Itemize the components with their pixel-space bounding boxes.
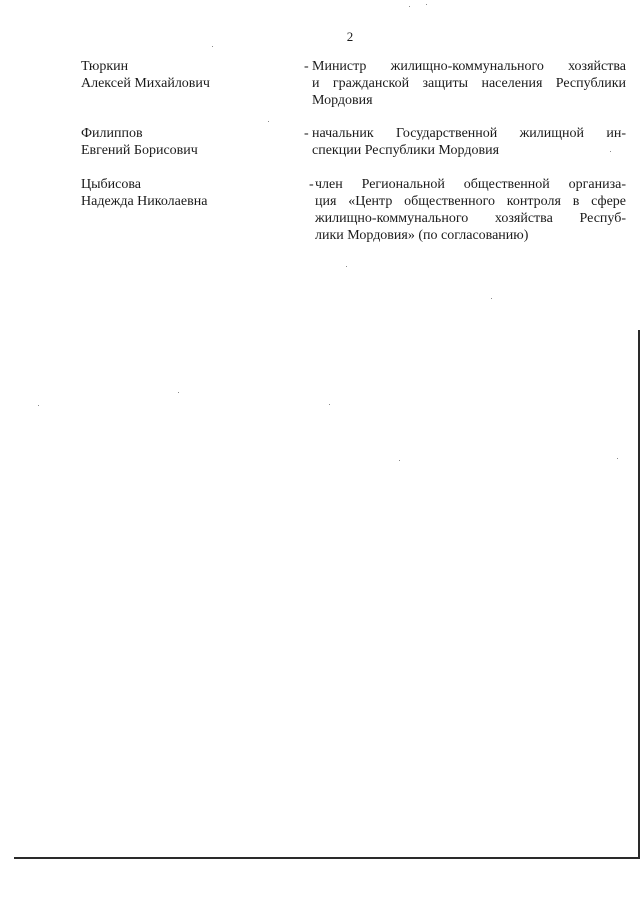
position-line: жилищно-коммунального хозяйства Респуб- — [315, 211, 626, 226]
page-number: 2 — [346, 29, 354, 44]
position-line: ция «Центр общественного контроля в сфере — [315, 194, 626, 209]
scan-speck — [409, 6, 410, 7]
member-name — [81, 176, 281, 210]
scan-speck — [329, 404, 330, 405]
member-given-names: Евгений Борисович — [81, 143, 198, 158]
member-surname: Цыбисова — [81, 177, 141, 192]
scan-speck — [617, 458, 618, 459]
position-line: начальник Государственной жилищной ин- — [312, 126, 626, 141]
scan-speck — [426, 4, 427, 5]
member-name — [81, 125, 281, 159]
scan-speck — [491, 298, 492, 299]
position-line: член Региональной общественной организа- — [315, 177, 626, 192]
separator-dash: - — [304, 59, 309, 74]
member-position — [312, 125, 626, 159]
scan-speck — [268, 121, 269, 122]
member-surname: Тюркин — [81, 59, 129, 74]
position-line: и гражданской защиты населения Республики — [312, 76, 626, 91]
position-line: Министр жилищно-коммунального хозяйства — [312, 59, 626, 74]
position-line: лики Мордовия» (по согласованию) — [315, 228, 529, 243]
member-name — [81, 58, 281, 92]
member-surname: Филиппов — [81, 126, 143, 141]
scan-speck — [38, 405, 39, 406]
scan-speck — [178, 392, 179, 393]
scan-speck — [399, 460, 400, 461]
position-line: спекции Республики Мордовия — [312, 143, 500, 158]
scan-speck — [346, 266, 347, 267]
member-given-names: Надежда Николаевна — [81, 194, 208, 209]
position-line: Мордовия — [312, 93, 373, 108]
member-position — [315, 176, 626, 244]
separator-dash: - — [304, 126, 309, 141]
member-position — [312, 58, 626, 109]
member-given-names: Алексей Михайлович — [81, 76, 210, 91]
scan-bottom-rule — [14, 857, 640, 859]
separator-dash: - — [309, 177, 314, 192]
scan-speck — [610, 151, 611, 152]
scan-speck — [212, 46, 213, 47]
